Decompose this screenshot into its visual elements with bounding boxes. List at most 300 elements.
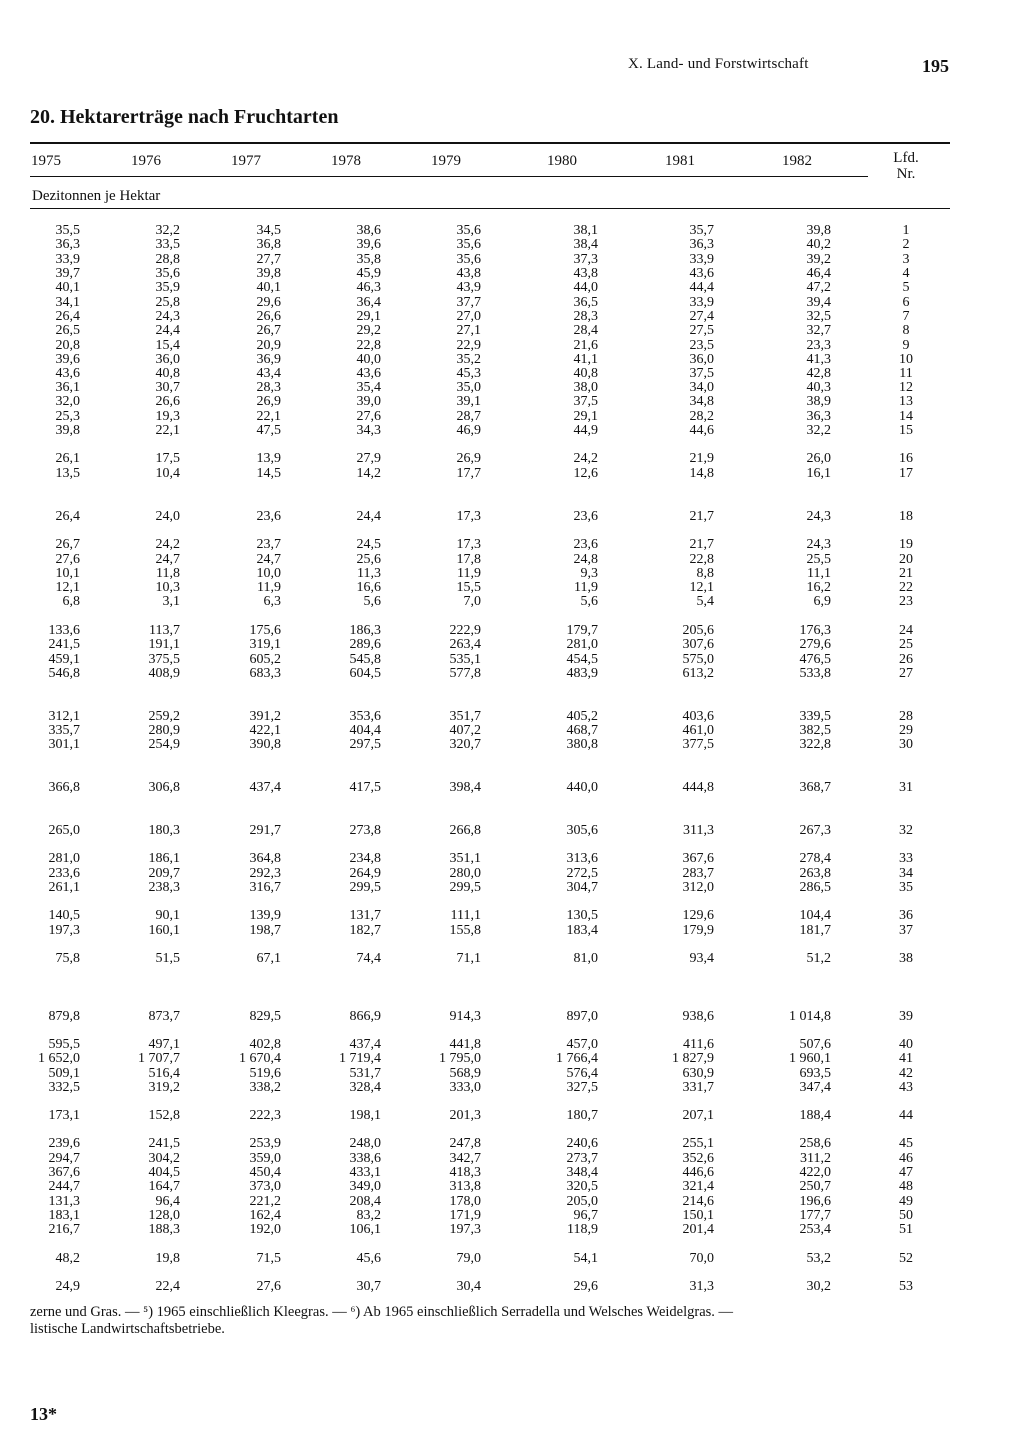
cell-1975: 301,1 — [48, 737, 80, 752]
signature-mark: 13* — [30, 1404, 57, 1424]
cell-1981: 129,6 — [682, 908, 714, 923]
cell-1979: 299,5 — [449, 880, 481, 895]
cell-1982: 196,6 — [799, 1194, 831, 1209]
table-row — [0, 367, 1024, 381]
cell-1979: 280,0 — [449, 866, 481, 881]
table-row — [0, 1038, 1024, 1052]
cell-1975: 24,9 — [55, 1279, 80, 1294]
cell-1975: 879,8 — [48, 1009, 80, 1024]
cell-1977: 40,1 — [256, 280, 281, 295]
cell-1978: 328,4 — [349, 1080, 381, 1095]
cell-1979: 45,3 — [456, 366, 481, 381]
cell-1979: 27,1 — [456, 323, 481, 338]
cell-1979: 407,2 — [449, 723, 481, 738]
cell-1976: 24,0 — [155, 509, 180, 524]
cell-1975: 12,1 — [55, 580, 80, 595]
cell-1982: 422,0 — [799, 1165, 831, 1180]
table-row — [0, 1180, 1024, 1194]
cell-1975: 173,1 — [48, 1108, 80, 1123]
cell-1977: 36,9 — [256, 352, 281, 367]
year-1977: 1977 — [231, 153, 261, 169]
cell-1981: 321,4 — [682, 1179, 714, 1194]
cell-1977: 391,2 — [249, 709, 281, 724]
cell-1981: 44,6 — [689, 423, 714, 438]
cell-1981: 214,6 — [682, 1194, 714, 1209]
cell-1976: 35,6 — [155, 266, 180, 281]
cell-1982: 53,2 — [806, 1251, 831, 1266]
cell-1975: 33,9 — [55, 252, 80, 267]
cell-1980: 380,8 — [566, 737, 598, 752]
cell-1978: 35,4 — [356, 380, 381, 395]
cell-1975: 36,1 — [55, 380, 80, 395]
cell-1976: 180,3 — [148, 823, 180, 838]
table-row — [0, 1109, 1024, 1123]
table-row — [0, 381, 1024, 395]
table-row — [0, 424, 1024, 438]
cell-1981: 575,0 — [682, 652, 714, 667]
cell-1979: 247,8 — [449, 1136, 481, 1151]
table-row — [0, 738, 1024, 752]
table-row — [0, 852, 1024, 866]
cell-1979: 7,0 — [463, 594, 481, 609]
cell-1976: 19,3 — [155, 409, 180, 424]
cell-1979: 37,7 — [456, 295, 481, 310]
row-number: 15 — [899, 423, 913, 438]
cell-1982: 322,8 — [799, 737, 831, 752]
cell-1975: 459,1 — [48, 652, 80, 667]
table-row — [0, 724, 1024, 738]
cell-1977: 605,2 — [249, 652, 281, 667]
cell-1979: 351,7 — [449, 709, 481, 724]
row-number: 6 — [902, 295, 910, 310]
cell-1982: 32,7 — [806, 323, 831, 338]
cell-1981: 5,4 — [696, 594, 714, 609]
table-row — [0, 824, 1024, 838]
row-number: 1 — [902, 223, 910, 238]
cell-1981: 12,1 — [689, 580, 714, 595]
table-row — [0, 296, 1024, 310]
cell-1981: 44,4 — [689, 280, 714, 295]
table-row — [0, 567, 1024, 581]
cell-1975: 294,7 — [48, 1151, 80, 1166]
cell-1981: 23,5 — [689, 338, 714, 353]
cell-1979: 35,6 — [456, 223, 481, 238]
cell-1980: 24,8 — [573, 552, 598, 567]
cell-1982: 476,5 — [799, 652, 831, 667]
cell-1982: 311,2 — [800, 1151, 831, 1166]
cell-1975: 39,6 — [55, 352, 80, 367]
table-row — [0, 1166, 1024, 1180]
table-row — [0, 710, 1024, 724]
cell-1981: 150,1 — [682, 1208, 714, 1223]
cell-1982: 382,5 — [799, 723, 831, 738]
table-row — [0, 1223, 1024, 1237]
table-row — [0, 238, 1024, 252]
cell-1980: 180,7 — [566, 1108, 598, 1123]
cell-1978: 545,8 — [349, 652, 381, 667]
cell-1976: 164,7 — [148, 1179, 180, 1194]
cell-1978: 131,7 — [349, 908, 381, 923]
cell-1977: 26,6 — [256, 309, 281, 324]
cell-1975: 367,6 — [48, 1165, 80, 1180]
cell-1982: 507,6 — [799, 1037, 831, 1052]
cell-1978: 29,2 — [356, 323, 381, 338]
cell-1976: 3,1 — [162, 594, 180, 609]
cell-1981: 283,7 — [682, 866, 714, 881]
cell-1976: 186,1 — [148, 851, 180, 866]
cell-1977: 390,8 — [249, 737, 281, 752]
table-row — [0, 781, 1024, 795]
unit-label: Dezitonnen je Hektar — [32, 188, 161, 204]
cell-1980: 313,6 — [566, 851, 598, 866]
cell-1982: 16,1 — [806, 466, 831, 481]
cell-1975: 40,1 — [55, 280, 80, 295]
cell-1981: 34,0 — [689, 380, 714, 395]
cell-1976: 241,5 — [148, 1136, 180, 1151]
cell-1978: 1 719,4 — [339, 1051, 381, 1066]
cell-1976: 319,2 — [148, 1080, 180, 1095]
cell-1980: 5,6 — [580, 594, 598, 609]
cell-1978: 25,6 — [356, 552, 381, 567]
cell-1981: 411,6 — [683, 1037, 714, 1052]
row-number: 19 — [899, 537, 913, 552]
table-row — [0, 410, 1024, 424]
table-row — [0, 667, 1024, 681]
row-number: 46 — [899, 1151, 913, 1166]
cell-1975: 140,5 — [48, 908, 80, 923]
row-number: 44 — [899, 1108, 913, 1123]
cell-1976: 28,8 — [155, 252, 180, 267]
cell-1982: 32,5 — [806, 309, 831, 324]
cell-1982: 339,5 — [799, 709, 831, 724]
cell-1978: 208,4 — [349, 1194, 381, 1209]
cell-1981: 461,0 — [682, 723, 714, 738]
cell-1977: 27,6 — [256, 1279, 281, 1294]
cell-1982: 177,7 — [799, 1208, 831, 1223]
cell-1975: 335,7 — [48, 723, 80, 738]
cell-1981: 14,8 — [689, 466, 714, 481]
cell-1982: 38,9 — [806, 394, 831, 409]
cell-1976: 1 707,7 — [138, 1051, 180, 1066]
cell-1979: 197,3 — [449, 1222, 481, 1237]
cell-1978: 273,8 — [349, 823, 381, 838]
cell-1981: 367,6 — [682, 851, 714, 866]
cell-1980: 29,1 — [573, 409, 598, 424]
cell-1978: 182,7 — [349, 923, 381, 938]
cell-1976: 408,9 — [148, 666, 180, 681]
cell-1975: 216,7 — [48, 1222, 80, 1237]
running-header-section: X. Land- und Forstwirtschaft — [628, 56, 809, 72]
cell-1979: 201,3 — [449, 1108, 481, 1123]
cell-1977: 338,2 — [249, 1080, 281, 1095]
cell-1980: 348,4 — [566, 1165, 598, 1180]
cell-1980: 305,6 — [566, 823, 598, 838]
table-row — [0, 638, 1024, 652]
cell-1977: 291,7 — [249, 823, 281, 838]
cell-1978: 299,5 — [349, 880, 381, 895]
table-row — [0, 324, 1024, 338]
cell-1980: 576,4 — [566, 1066, 598, 1081]
cell-1976: 96,4 — [155, 1194, 180, 1209]
cell-1976: 32,2 — [155, 223, 180, 238]
cell-1981: 21,7 — [689, 537, 714, 552]
cell-1978: 36,4 — [356, 295, 381, 310]
row-number: 53 — [899, 1279, 913, 1294]
cell-1980: 38,4 — [573, 237, 598, 252]
table-row — [0, 595, 1024, 609]
cell-1978: 437,4 — [349, 1037, 381, 1052]
cell-1981: 444,8 — [682, 780, 714, 795]
cell-1977: 43,4 — [256, 366, 281, 381]
cell-1975: 39,7 — [55, 266, 80, 281]
cell-1978: 43,6 — [356, 366, 381, 381]
table-row — [0, 467, 1024, 481]
cell-1976: 11,8 — [156, 566, 180, 581]
cell-1982: 258,6 — [799, 1136, 831, 1151]
cell-1980: 118,9 — [567, 1222, 598, 1237]
header-rule — [30, 176, 868, 177]
table-row — [0, 1067, 1024, 1081]
cell-1982: 278,4 — [799, 851, 831, 866]
row-number: 37 — [899, 923, 913, 938]
table-row — [0, 1010, 1024, 1024]
cell-1975: 20,8 — [55, 338, 80, 353]
cell-1982: 693,5 — [799, 1066, 831, 1081]
row-number: 20 — [899, 552, 913, 567]
cell-1977: 23,7 — [256, 537, 281, 552]
cell-1981: 37,5 — [689, 366, 714, 381]
cell-1975: 509,1 — [48, 1066, 80, 1081]
cell-1978: 29,1 — [356, 309, 381, 324]
table-row — [0, 952, 1024, 966]
row-number: 28 — [899, 709, 913, 724]
cell-1975: 6,8 — [62, 594, 80, 609]
cell-1975: 239,6 — [48, 1136, 80, 1151]
cell-1975: 265,0 — [48, 823, 80, 838]
cell-1981: 207,1 — [682, 1108, 714, 1123]
cell-1979: 35,2 — [456, 352, 481, 367]
cell-1980: 81,0 — [573, 951, 598, 966]
cell-1982: 24,3 — [806, 509, 831, 524]
cell-1980: 205,0 — [566, 1194, 598, 1209]
cell-1978: 27,6 — [356, 409, 381, 424]
cell-1978: 16,6 — [356, 580, 381, 595]
cell-1982: 51,2 — [806, 951, 831, 966]
cell-1982: 30,2 — [806, 1279, 831, 1294]
year-1981: 1981 — [665, 153, 695, 169]
cell-1975: 13,5 — [55, 466, 80, 481]
cell-1979: 535,1 — [449, 652, 481, 667]
table-row — [0, 924, 1024, 938]
cell-1979: 30,4 — [456, 1279, 481, 1294]
cell-1976: 25,8 — [155, 295, 180, 310]
table-row — [0, 395, 1024, 409]
row-number: 5 — [902, 280, 910, 295]
cell-1982: 188,4 — [799, 1108, 831, 1123]
cell-1977: 29,6 — [256, 295, 281, 310]
cell-1978: 531,7 — [349, 1066, 381, 1081]
cell-1977: 67,1 — [256, 951, 281, 966]
cell-1978: 234,8 — [349, 851, 381, 866]
cell-1978: 433,1 — [349, 1165, 381, 1180]
row-number: 18 — [899, 509, 913, 524]
cell-1975: 366,8 — [48, 780, 80, 795]
cell-1982: 347,4 — [799, 1080, 831, 1095]
cell-1980: 405,2 — [566, 709, 598, 724]
table-row — [0, 1195, 1024, 1209]
year-1975: 1975 — [31, 153, 61, 169]
cell-1980: 43,8 — [573, 266, 598, 281]
cell-1978: 5,6 — [363, 594, 381, 609]
cell-1979: 35,6 — [456, 237, 481, 252]
cell-1980: 24,2 — [573, 451, 598, 466]
row-number: 40 — [899, 1037, 913, 1052]
cell-1976: 22,4 — [155, 1279, 180, 1294]
table-row — [0, 1152, 1024, 1166]
cell-1977: 11,9 — [257, 580, 281, 595]
cell-1982: 286,5 — [799, 880, 831, 895]
cell-1981: 21,9 — [689, 451, 714, 466]
cell-1978: 866,9 — [349, 1009, 381, 1024]
cell-1981: 630,9 — [682, 1066, 714, 1081]
cell-1978: 24,5 — [356, 537, 381, 552]
cell-1975: 261,1 — [48, 880, 80, 895]
cell-1975: 26,7 — [55, 537, 80, 552]
cell-1977: 175,6 — [249, 623, 281, 638]
row-number: 25 — [899, 637, 913, 652]
cell-1980: 37,3 — [573, 252, 598, 267]
cell-1978: 40,0 — [356, 352, 381, 367]
cell-1976: 19,8 — [155, 1251, 180, 1266]
cell-1977: 359,0 — [249, 1151, 281, 1166]
cell-1978: 35,8 — [356, 252, 381, 267]
cell-1982: 23,3 — [806, 338, 831, 353]
cell-1978: 74,4 — [356, 951, 381, 966]
cell-1975: 26,4 — [55, 509, 80, 524]
cell-1981: 27,5 — [689, 323, 714, 338]
cell-1981: 43,6 — [689, 266, 714, 281]
cell-1975: 39,8 — [55, 423, 80, 438]
cell-1980: 327,5 — [566, 1080, 598, 1095]
cell-1980: 440,0 — [566, 780, 598, 795]
top-rule — [30, 142, 950, 144]
cell-1978: 45,9 — [356, 266, 381, 281]
table-row — [0, 553, 1024, 567]
table-row — [0, 867, 1024, 881]
row-number: 39 — [899, 1009, 913, 1024]
row-number: 14 — [899, 409, 913, 424]
cell-1981: 255,1 — [682, 1136, 714, 1151]
cell-1976: 188,3 — [148, 1222, 180, 1237]
cell-1981: 34,8 — [689, 394, 714, 409]
cell-1982: 36,3 — [806, 409, 831, 424]
cell-1981: 35,7 — [689, 223, 714, 238]
table-row — [0, 267, 1024, 281]
cell-1979: 17,7 — [456, 466, 481, 481]
row-number: 47 — [899, 1165, 913, 1180]
cell-1976: 306,8 — [148, 780, 180, 795]
cell-1982: 39,8 — [806, 223, 831, 238]
cell-1980: 44,9 — [573, 423, 598, 438]
cell-1982: 1 960,1 — [789, 1051, 831, 1066]
cell-1978: 404,4 — [349, 723, 381, 738]
cell-1979: 17,3 — [456, 537, 481, 552]
cell-1976: 516,4 — [148, 1066, 180, 1081]
cell-1981: 307,6 — [682, 637, 714, 652]
cell-1975: 233,6 — [48, 866, 80, 881]
cell-1977: 71,5 — [256, 1251, 281, 1266]
cell-1978: 27,9 — [356, 451, 381, 466]
row-number: 32 — [899, 823, 913, 838]
row-number: 8 — [902, 323, 910, 338]
cell-1977: 26,9 — [256, 394, 281, 409]
cell-1978: 24,4 — [356, 509, 381, 524]
cell-1982: 32,2 — [806, 423, 831, 438]
cell-1982: 1 014,8 — [789, 1009, 831, 1024]
cell-1980: 130,5 — [566, 908, 598, 923]
year-1978: 1978 — [331, 153, 361, 169]
cell-1978: 264,9 — [349, 866, 381, 881]
cell-1977: 26,7 — [256, 323, 281, 338]
cell-1982: 39,2 — [806, 252, 831, 267]
cell-1975: 26,1 — [55, 451, 80, 466]
cell-1979: 263,4 — [449, 637, 481, 652]
cell-1981: 31,3 — [689, 1279, 714, 1294]
cell-1975: 36,3 — [55, 237, 80, 252]
cell-1978: 39,0 — [356, 394, 381, 409]
cell-1981: 201,4 — [682, 1222, 714, 1237]
cell-1980: 38,1 — [573, 223, 598, 238]
table-row — [0, 510, 1024, 524]
cell-1976: 36,0 — [155, 352, 180, 367]
cell-1980: 9,3 — [580, 566, 598, 581]
cell-1979: 43,8 — [456, 266, 481, 281]
cell-1977: 829,5 — [249, 1009, 281, 1024]
cell-1976: 873,7 — [148, 1009, 180, 1024]
cell-1980: 281,0 — [566, 637, 598, 652]
cell-1978: 22,8 — [356, 338, 381, 353]
table-row — [0, 653, 1024, 667]
year-1982: 1982 — [782, 153, 812, 169]
table-row — [0, 281, 1024, 295]
cell-1980: 54,1 — [573, 1251, 598, 1266]
cell-1982: 25,5 — [806, 552, 831, 567]
row-number: 9 — [902, 338, 910, 353]
cell-1978: 604,5 — [349, 666, 381, 681]
cell-1979: 320,7 — [449, 737, 481, 752]
cell-1977: 519,6 — [249, 1066, 281, 1081]
cell-1980: 457,0 — [566, 1037, 598, 1052]
row-number: 24 — [899, 623, 913, 638]
year-1979: 1979 — [431, 153, 461, 169]
cell-1976: 30,7 — [155, 380, 180, 395]
cell-1979: 398,4 — [449, 780, 481, 795]
cell-1976: 160,1 — [148, 923, 180, 938]
footnote-line-2: listische Landwirtschaftsbetriebe. — [30, 1321, 225, 1337]
cell-1979: 155,8 — [449, 923, 481, 938]
cell-1975: 312,1 — [48, 709, 80, 724]
cell-1982: 46,4 — [806, 266, 831, 281]
cell-1978: 106,1 — [349, 1222, 381, 1237]
cell-1982: 368,7 — [799, 780, 831, 795]
row-number: 12 — [899, 380, 913, 395]
table-row — [0, 909, 1024, 923]
row-number: 31 — [899, 780, 913, 795]
cell-1976: 24,7 — [155, 552, 180, 567]
cell-1982: 181,7 — [799, 923, 831, 938]
cell-1979: 266,8 — [449, 823, 481, 838]
page-number: 195 — [922, 56, 949, 76]
